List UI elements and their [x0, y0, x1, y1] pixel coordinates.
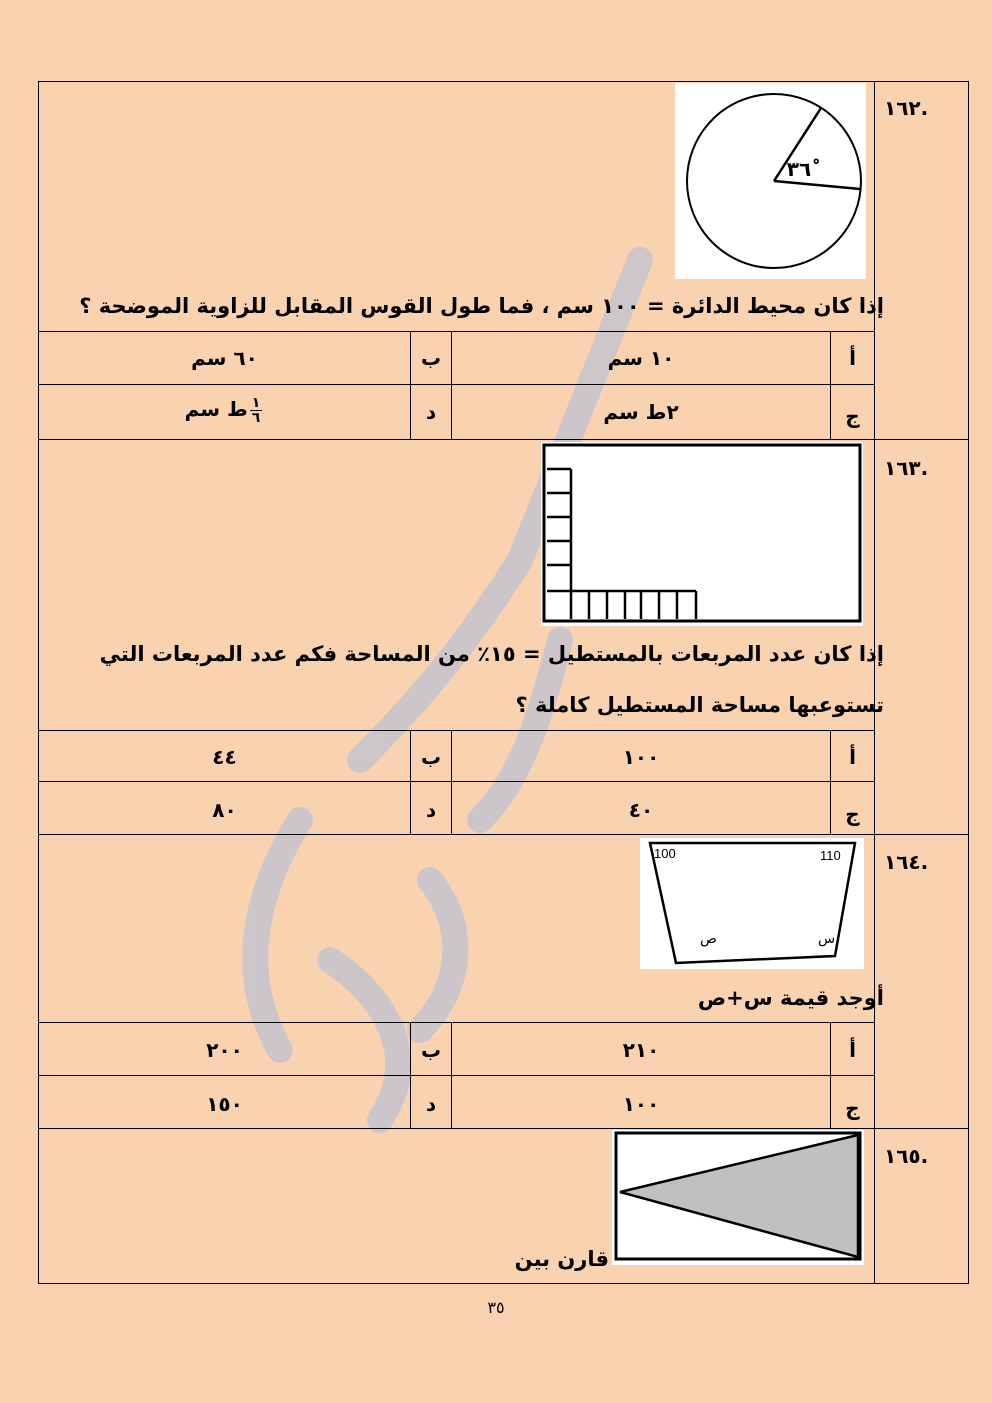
- option-letter-b: ب: [420, 346, 442, 370]
- option-letter-c: ج: [845, 802, 860, 826]
- option-value-c[interactable]: ٢ط سم: [603, 400, 679, 424]
- option-letter-c: ج: [845, 1096, 860, 1120]
- question-163-text-line1: إذا كان عدد المربعات بالمستطيل = ١٥٪ من المساحة فكم عدد المربعات التي: [99, 642, 884, 666]
- angle-label: ٣٦ْ: [786, 157, 812, 181]
- option-value-a[interactable]: ١٠ سم: [607, 346, 675, 370]
- angle-bottom-left: ص: [700, 931, 717, 947]
- option-letter-d: د: [425, 798, 437, 822]
- question-163-text-line2: تستوعبها مساحة المستطيل كاملة ؟: [515, 693, 884, 717]
- question-number-162: .١٦٢: [884, 96, 929, 120]
- option-letter-d: د: [425, 400, 437, 424]
- question-164-text: أوجد قيمة س+ص: [697, 986, 884, 1010]
- option-value-c[interactable]: ١٠٠: [622, 1092, 660, 1116]
- trapezoid-figure: [640, 838, 864, 969]
- question-165-text: قارن بين: [514, 1247, 609, 1271]
- question-162-text: إذا كان محيط الدائرة = ١٠٠ سم ، فما طول القوس المقابل للزاوية الموضحة ؟: [79, 294, 884, 318]
- fraction: $\frac{١}{٦}$: [251, 395, 261, 426]
- option-value-d[interactable]: ١٥٠: [206, 1092, 243, 1116]
- angle-bottom-right: س: [818, 931, 836, 947]
- option-letter-b: ب: [420, 1038, 442, 1062]
- circle-figure: [675, 83, 866, 279]
- option-letter-c: ج: [845, 404, 860, 428]
- option-letter-a: أ: [849, 346, 856, 370]
- angle-top-left: 100: [654, 846, 676, 861]
- option-letter-a: أ: [849, 745, 856, 769]
- option-value-a[interactable]: ٢١٠: [622, 1038, 660, 1062]
- question-number-165: .١٦٥: [884, 1144, 929, 1168]
- question-number-163: .١٦٣: [884, 456, 929, 480]
- option-value-c[interactable]: ٤٠: [628, 798, 654, 822]
- option-value-d[interactable]: ٨٠: [212, 798, 237, 822]
- option-letter-a: أ: [849, 1038, 856, 1062]
- option-value-a[interactable]: ١٠٠: [622, 745, 660, 769]
- angle-top-right: 110: [820, 848, 841, 863]
- page-number: ٣٥: [487, 1298, 505, 1317]
- question-number-164: .١٦٤: [884, 850, 929, 874]
- option-letter-d: د: [425, 1092, 437, 1116]
- option-letter-b: ب: [420, 745, 442, 769]
- option-value-b[interactable]: ٦٠ سم: [191, 346, 258, 370]
- option-value-d[interactable]: $\frac{١}{٦}$ ط سم: [184, 395, 261, 426]
- option-value-b[interactable]: ٤٤: [212, 745, 237, 769]
- option-value-b[interactable]: ٢٠٠: [206, 1038, 243, 1062]
- triangle-in-rectangle-figure: [612, 1130, 864, 1265]
- rectangle-squares-figure: [541, 442, 863, 626]
